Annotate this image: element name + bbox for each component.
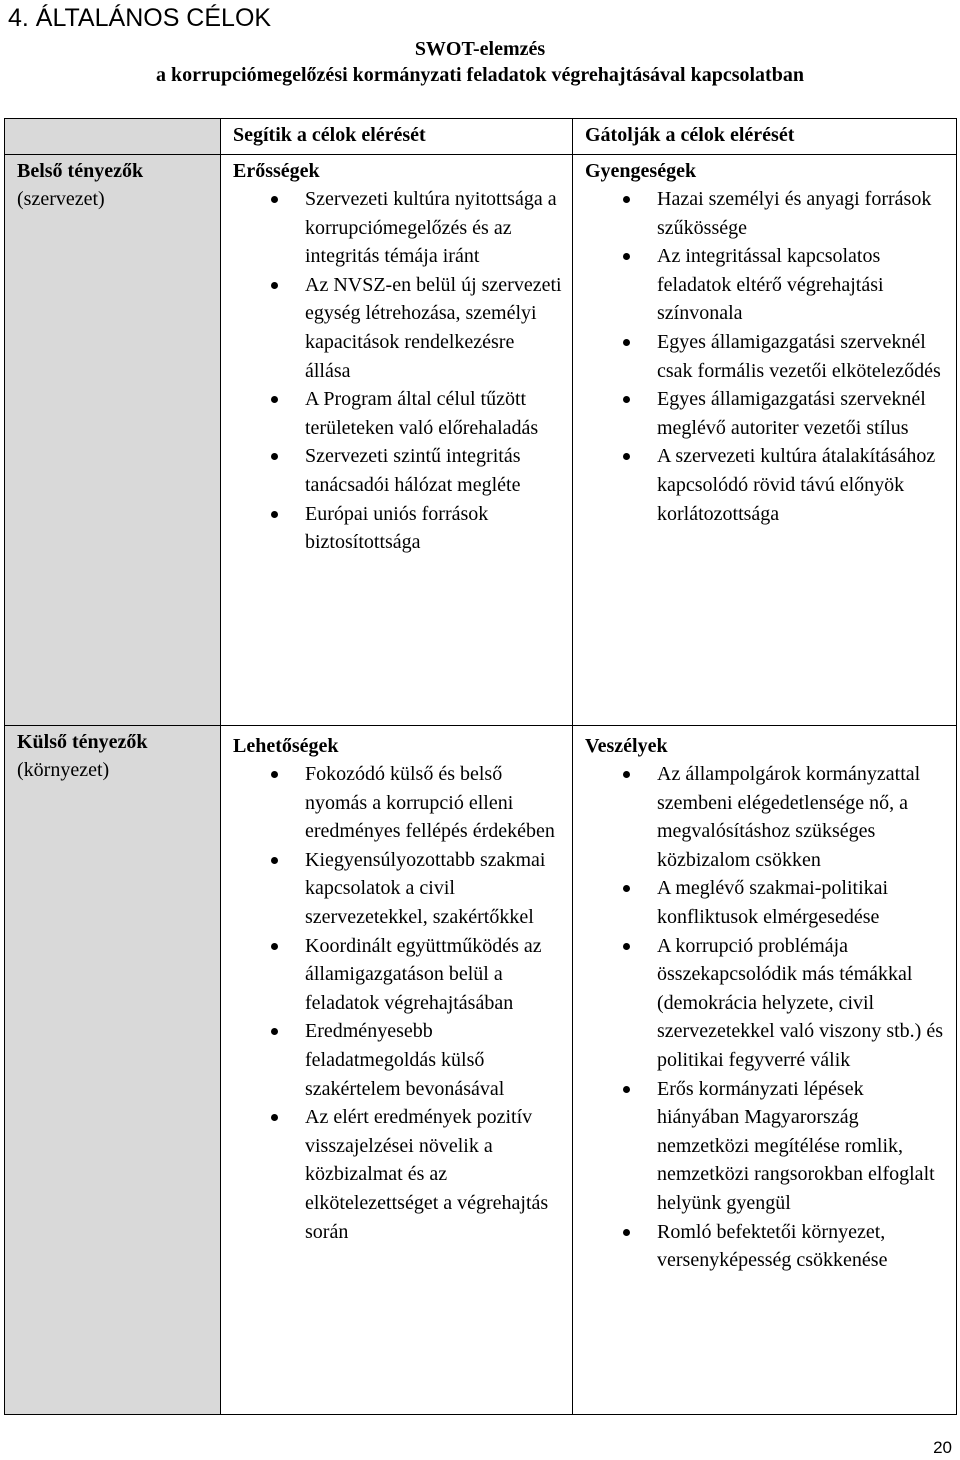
list-item: Fokozódó külső és belső nyomás a korrupció elleni eredményes fellépés érdekében bbox=[233, 760, 562, 846]
bullet-icon bbox=[623, 1086, 630, 1093]
list-item: Szervezeti kultúra nyitottsága a korrupciómegelőzés és az integritás témája iránt bbox=[233, 185, 562, 271]
row-label-external bbox=[5, 726, 221, 1415]
list-item: Egyes államigazgatási szerveknél csak formális vezetői elköteleződés bbox=[585, 328, 946, 385]
bullet-icon bbox=[623, 1229, 630, 1236]
bullet-icon bbox=[271, 511, 278, 518]
list-item: A Program által célul tűzött területeken való előrehaladás bbox=[233, 385, 562, 442]
bullet-icon bbox=[271, 396, 278, 403]
bullet-icon bbox=[623, 196, 630, 203]
threats-title: Veszélyek bbox=[585, 735, 668, 757]
swot-corner-cell bbox=[5, 119, 221, 155]
list-item: Kiegyensúlyozottabb szakmai kapcsolatok a civil szervezetekkel, szakértőkkel bbox=[233, 846, 562, 932]
list-item: Az NVSZ-en belül új szervezeti egység létrehozása, személyi kapacitások rendelkezésre állása bbox=[233, 271, 562, 385]
bullet-icon bbox=[271, 1028, 278, 1035]
swot-table bbox=[4, 118, 957, 1415]
threats-cell bbox=[573, 726, 957, 1415]
opportunities-title: Lehetőségek bbox=[233, 735, 339, 757]
opportunities-list bbox=[233, 760, 562, 1260]
list-item: A meglévő szakmai-politikai konfliktusok elmérgesedése bbox=[585, 874, 946, 931]
bullet-icon bbox=[271, 943, 278, 950]
list-item: Romló befektetői környezet, versenyképesség csökkenése bbox=[585, 1218, 946, 1275]
strengths-title: Erősségek bbox=[233, 160, 320, 182]
internal-label: Belső tényezők bbox=[17, 160, 144, 182]
bullet-icon bbox=[271, 453, 278, 460]
weaknesses-list bbox=[585, 185, 946, 542]
weaknesses-cell bbox=[573, 155, 957, 726]
list-item: A korrupció problémája összekapcsolódik más témákkal (demokrácia helyzete, civil szervezetekkel való viszony stb.) és politikai fegyverré válik bbox=[585, 932, 946, 1075]
external-sublabel: (környezet) bbox=[17, 759, 110, 781]
list-item: Erős kormányzati lépések hiányában Magyarország nemzetközi megítélése romlik, nemzetközi rangsorokban elfoglalt helyünk gyengül bbox=[585, 1075, 946, 1218]
bullet-icon bbox=[623, 339, 630, 346]
bullet-icon bbox=[271, 196, 278, 203]
strengths-cell bbox=[221, 155, 573, 726]
swot-title: SWOT-elemzés bbox=[414, 38, 546, 60]
external-label: Külső tényezők bbox=[17, 731, 148, 753]
internal-sublabel: (szervezet) bbox=[17, 188, 105, 210]
list-item: Szervezeti szintű integritás tanácsadói hálózat megléte bbox=[233, 442, 562, 499]
opportunities-cell bbox=[221, 726, 573, 1415]
list-item: A szervezeti kultúra átalakításához kapcsolódó rövid távú előnyök korlátozottsága bbox=[585, 442, 946, 528]
swot-subtitle: a korrupciómegelőzési kormányzati feladatok végrehajtásával kapcsolatban bbox=[156, 64, 804, 86]
bullet-icon bbox=[271, 1114, 278, 1121]
bullet-icon bbox=[623, 253, 630, 260]
list-item: Az elért eredmények pozitív visszajelzései növelik a közbizalmat és az elkötelezettséget a végrehajtás során bbox=[233, 1103, 562, 1246]
page-number: 20 bbox=[933, 1438, 952, 1457]
bullet-icon bbox=[623, 396, 630, 403]
row-internal-factors bbox=[5, 155, 957, 726]
chapter-heading: 4. ÁLTALÁNOS CÉLOK bbox=[8, 4, 272, 32]
swot-header-row bbox=[5, 119, 957, 155]
row-label-internal bbox=[5, 155, 221, 726]
col-header-hindering: Gátolják a célok elérését bbox=[573, 119, 957, 155]
bullet-icon bbox=[271, 771, 278, 778]
list-item: Az állampolgárok kormányzattal szembeni elégedetlensége nő, a megvalósításhoz szükséges közbizalom csökken bbox=[585, 760, 946, 874]
bullet-icon bbox=[623, 453, 630, 460]
bullet-icon bbox=[623, 771, 630, 778]
bullet-icon bbox=[271, 282, 278, 289]
threats-list bbox=[585, 760, 946, 1289]
list-item: Az integritással kapcsolatos feladatok eltérő végrehajtási színvonala bbox=[585, 242, 946, 328]
bullet-icon bbox=[623, 885, 630, 892]
list-item: Egyes államigazgatási szerveknél meglévő autoriter vezetői stílus bbox=[585, 385, 946, 442]
bullet-icon bbox=[271, 857, 278, 864]
list-item: Európai uniós források biztosítottsága bbox=[233, 500, 562, 557]
list-item: Koordinált együttműködés az államigazgatáson belül a feladatok végrehajtásában bbox=[233, 932, 562, 1018]
weaknesses-title: Gyengeségek bbox=[585, 160, 697, 182]
list-item: Eredményesebb feladatmegoldás külső szakértelem bevonásával bbox=[233, 1017, 562, 1103]
strengths-list bbox=[233, 185, 562, 571]
bullet-icon bbox=[623, 943, 630, 950]
col-header-helping: Segítik a célok elérését bbox=[221, 119, 573, 155]
row-external-factors bbox=[5, 726, 957, 1415]
list-item: Hazai személyi és anyagi források szűkössége bbox=[585, 185, 946, 242]
